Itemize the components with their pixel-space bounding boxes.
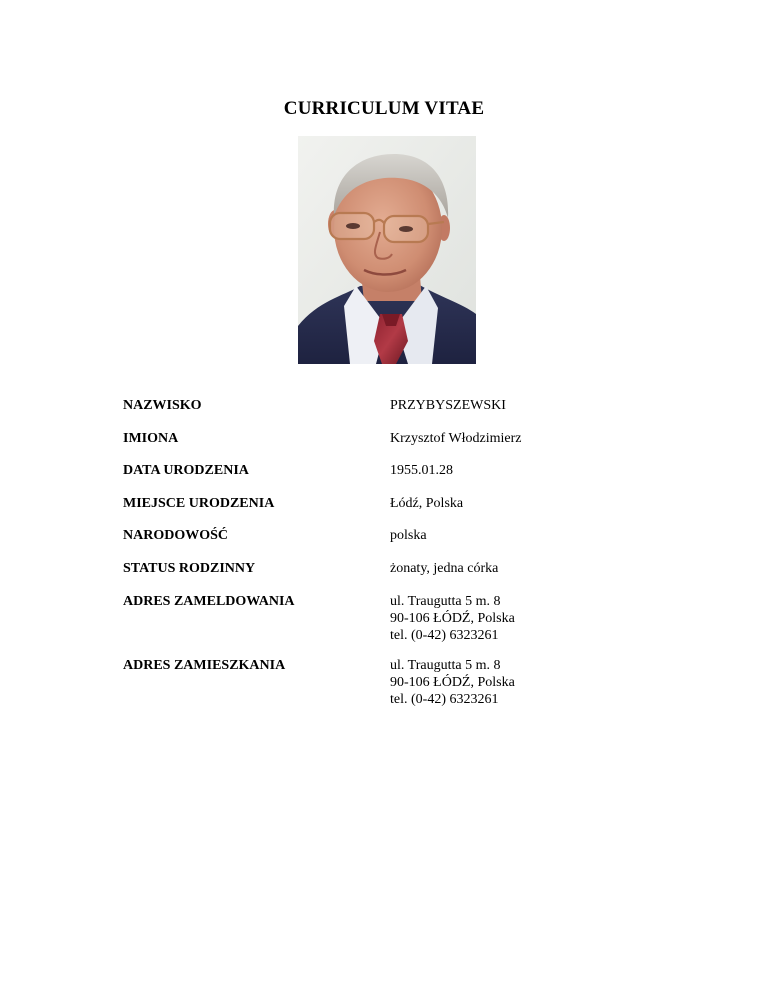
- row-given-names: [123, 430, 683, 462]
- family-status-label: STATUS RODZINNY: [123, 561, 256, 576]
- row-registered-address: [123, 593, 683, 657]
- row-residence-address: [123, 657, 683, 717]
- residence-address-street: ul. Traugutta 5 m. 8: [390, 658, 501, 673]
- birth-place-value: Łódź, Polska: [390, 496, 464, 511]
- registered-address-value: [390, 593, 515, 644]
- portrait-photo: [298, 136, 476, 364]
- residence-address-phone: tel. (0-42) 6323261: [390, 692, 499, 707]
- residence-address-label: ADRES ZAMIESZKANIA: [123, 658, 286, 673]
- birth-date-value: 1955.01.28: [390, 463, 453, 478]
- given-names-value: Krzysztof Włodzimierz: [390, 431, 522, 446]
- row-birth-date: [123, 462, 683, 495]
- row-nationality: [123, 527, 683, 560]
- given-names-label: IMIONA: [123, 431, 179, 446]
- nationality-label: NARODOWOŚĆ: [123, 528, 229, 543]
- personal-data-table: [123, 397, 683, 717]
- surname-value: PRZYBYSZEWSKI: [390, 398, 506, 413]
- row-surname: [123, 397, 683, 430]
- registered-address-phone: tel. (0-42) 6323261: [390, 628, 499, 643]
- registered-address-street: ul. Traugutta 5 m. 8: [390, 594, 501, 609]
- row-family-status: [123, 560, 683, 593]
- residence-address-city: 90-106 ŁÓDŹ, Polska: [390, 675, 515, 690]
- residence-address-value: [390, 657, 515, 708]
- row-birth-place: [123, 495, 683, 527]
- surname-label: NAZWISKO: [123, 398, 202, 413]
- birth-date-label: DATA URODZENIA: [123, 463, 249, 478]
- registered-address-label: ADRES ZAMELDOWANIA: [123, 594, 295, 609]
- family-status-value: żonaty, jedna córka: [390, 561, 499, 576]
- nationality-value: polska: [390, 528, 427, 543]
- birth-place-label: MIEJSCE URODZENIA: [123, 496, 275, 511]
- page-title: CURRICULUM VITAE: [283, 98, 485, 119]
- registered-address-city: 90-106 ŁÓDŹ, Polska: [390, 611, 515, 626]
